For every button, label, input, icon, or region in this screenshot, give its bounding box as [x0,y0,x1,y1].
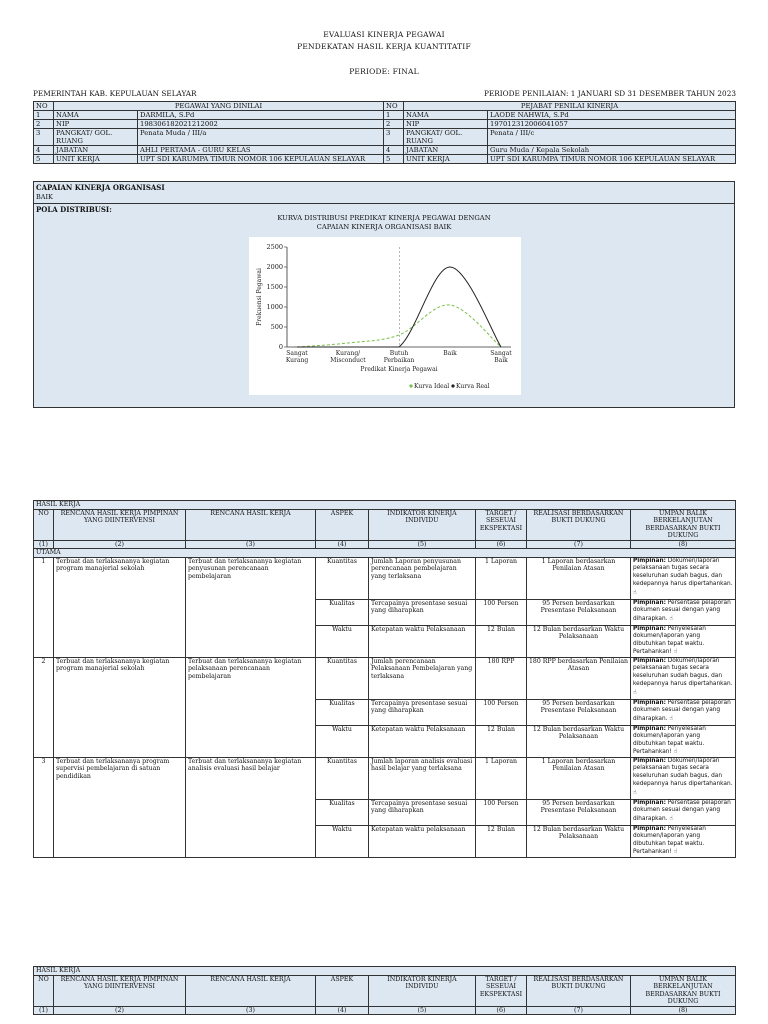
y-tick-label: 1000 [266,303,283,311]
row-no: 4 [34,146,54,155]
target-cell: 100 Persen [476,799,527,825]
target-cell: 1 Laporan [476,557,527,599]
col-number: (6) [476,1006,527,1015]
indikator-cell: Ketepatan waktu pelaksanaan [369,825,476,857]
umpan-text: Penyelesaian dokumen/laporan yang dibutuhkan tepat waktu. Pertahankan! [633,825,706,855]
col-no: NO [34,975,54,1006]
item-pimpinan: Terbuat dan terlaksananya program supervisi pembelajaran di satuan pendidikan [54,757,186,857]
thumbs-up-icon: ☝ [671,748,678,755]
pola-title: POLA DISTRIBUSI: [36,205,112,214]
item-no: 1 [34,557,54,657]
indikator-cell: Ketepatan waktu Pelaksanaan [369,725,476,757]
indikator-cell: Tercapainya presentase sesuai yang diharapkan [369,699,476,725]
aspek-cell: Kualitas [316,799,369,825]
indikator-cell: Jumlah laporan analisis evaluasi hasil belajar yang terlaksana [369,757,476,799]
row-label: NAMA [54,111,138,120]
col-number: (8) [631,1006,736,1015]
col-no: NO [34,509,54,540]
y-tick-label: 2500 [266,243,283,251]
row-label: UNIT KERJA [404,155,488,164]
row-label: UNIT KERJA [54,155,138,164]
assessor-position: Guru Muda / Kepala Sekolah [488,146,736,155]
employee-position: AHLI PERTAMA - GURU KELAS [138,146,384,155]
col-indikator: INDIKATOR KINERJA INDIVIDU [369,975,476,1006]
realisasi-cell: 95 Persen berdasarkan Presentase Pelaksanaan [527,699,631,725]
col-target: TARGET / SESEUAI EKSPEKTASI [476,509,527,540]
umpan-label: Pimpinan: [633,625,666,632]
legend-marker [409,384,412,387]
item-rencana: Terbuat dan terlaksananya kegiatan pelaksanaan perencanaan pembelajaran [186,657,316,757]
employee-name: DARMILA, S.Pd [138,111,384,120]
employee-nip: 198306182021212002 [138,120,384,129]
thumbs-up-icon: ☝ [667,614,674,622]
chart-container [249,237,521,395]
umpan-cell [631,799,736,825]
target-cell: 180 RPP [476,657,527,699]
y-tick-label: 1500 [266,283,283,291]
target-cell: 12 Bulan [476,825,527,857]
umpan-label: Pimpinan: [633,825,666,832]
col-realisasi: REALISASI BERDASARKAN BUKTI DUKUNG [527,509,631,540]
thumbs-up-icon: ☝ [671,848,678,855]
umpan-cell [631,657,736,699]
umpan-label: Pimpinan: [633,557,666,564]
doc-period: PERIODE: FINAL [349,67,419,76]
col-number: (5) [369,1006,476,1015]
col-indikator: INDIKATOR KINERJA INDIVIDU [369,509,476,540]
umpan-label: Pimpinan: [633,725,666,732]
umpan-text: Dokumen/laporan pelaksanaan tugas secara keseluruhan sudah bagus, dan kedepannya harus dipertahankan. [633,557,733,587]
identity-row [34,120,736,129]
x-tick-label: Baik [443,350,457,357]
row-no: 2 [384,120,404,129]
realisasi-cell: 12 Bulan berdasarkan Waktu Pelaksanaan [527,625,631,657]
legend-marker [451,384,454,387]
right-title: PEJABAT PENILAI KINERJA [404,102,736,111]
row-no: 2 [34,120,54,129]
aspek-cell: Kuantitas [316,557,369,599]
item-no: 3 [34,757,54,857]
indikator-cell: Jumlah Laporan penyusunan perencanaan pembelajaran yang terlaksana [369,557,476,599]
realisasi-cell: 12 Bulan berdasarkan Waktu Pelaksanaan [527,725,631,757]
realisasi-cell: 95 Persen berdasarkan Presentase Pelaksanaan [527,799,631,825]
aspek-cell: Waktu [316,825,369,857]
series-line-ideal [297,305,501,347]
col-number: (1) [34,1006,54,1015]
aspek-cell: Kuantitas [316,657,369,699]
umpan-text: Penyelesaian dokumen/laporan yang dibutuhkan tepat waktu. Pertahankan! [633,725,706,755]
identity-table [33,101,736,164]
indikator-cell: Jumlah perencanaan Pelaksanaan Pembelajaran yang terlaksana [369,657,476,699]
table-row [34,757,736,799]
x-tick-label: Sangat Baik [490,350,512,364]
assessment-period: PERIODE PENILAIAN: 1 JANUARI SD 31 DESEMBER TAHUN 2023 [484,89,736,98]
indikator-cell: Tercapainya presentase sesuai yang diharapkan [369,799,476,825]
table-row [34,557,736,599]
thumbs-up-icon: ☝ [633,688,637,696]
thumbs-up-icon: ☝ [633,588,637,596]
item-pimpinan: Terbuat dan terlaksananya kegiatan program manajerial sekolah [54,657,186,757]
y-tick-label: 500 [270,323,283,331]
col-realisasi: REALISASI BERDASARKAN BUKTI DUKUNG [527,975,631,1006]
umpan-label: Pimpinan: [633,757,666,764]
umpan-cell [631,557,736,599]
realisasi-cell: 1 Laporan berdasarkan Penilaian Atasan [527,557,631,599]
assessor-nip: 197012312006041057 [488,120,736,129]
umpan-cell [631,825,736,857]
aspek-cell: Kuantitas [316,757,369,799]
aspek-cell: Kualitas [316,699,369,725]
col-number: (2) [54,1006,186,1015]
umpan-text: Persentase pelaporan dokumen sesuai dengan yang diharapkan. [633,799,731,822]
col-aspek: ASPEK [316,509,369,540]
umpan-text: Dokumen/laporan pelaksanaan tugas secara keseluruhan sudah bagus, dan kedepannya harus dipertahankan. [633,657,733,687]
indikator-cell: Tercapainya presentase sesuai yang diharapkan [369,599,476,625]
row-no: 1 [34,111,54,120]
x-axis-label: Predikat Kinerja Pegawai [360,366,438,373]
employee-unit: UPT SDI KARUMPA TIMUR NOMOR 106 KEPULAUAN SELAYAR [138,155,384,164]
assessor-unit: UPT SDI KARUMPA TIMUR NOMOR 106 KEPULAUAN SELAYAR [488,155,736,164]
row-label: NIP [404,120,488,129]
umpan-cell [631,699,736,725]
umpan-cell [631,725,736,757]
y-tick-label: 0 [278,343,283,351]
item-no: 2 [34,657,54,757]
item-rencana: Terbuat dan terlaksananya kegiatan penyusunan perencanaan pembelajaran [186,557,316,657]
col-number: (1) [34,540,54,549]
col-number: (4) [316,1006,369,1015]
government-label: PEMERINTAH KAB. KEPULAUAN SELAYAR [33,89,197,98]
doc-subtitle: PENDEKATAN HASIL KERJA KUANTITATIF [297,42,471,51]
col-number: (7) [527,540,631,549]
realisasi-cell: 1 Laporan berdasarkan Penilaian Atasan [527,757,631,799]
section-title: HASIL KERJA [34,967,736,976]
realisasi-cell: 12 Bulan berdasarkan Waktu Pelaksanaan [527,825,631,857]
row-label: JABATAN [54,146,138,155]
target-cell: 12 Bulan [476,725,527,757]
y-axis-label: Frekuensi Pegawai [256,268,263,326]
col-pimpinan: RENCANA HASIL KERJA PIMPINAN YANG DIINTERVENSI [54,509,186,540]
col-rencana: RENCANA HASIL KERJA [186,509,316,540]
row-label: NIP [54,120,138,129]
aspek-cell: Waktu [316,625,369,657]
col-umpan: UMPAN BALIK BERKELANJUTAN BERDASARKAN BUKTI DUKUNG [631,509,736,540]
identity-row [34,111,736,120]
aspek-cell: Kualitas [316,599,369,625]
hasil-kerja-table-repeat [33,966,736,1015]
row-label: PANGKAT/ GOL. RUANG [54,129,138,146]
x-tick-label: Butuh Perbaikan [383,350,415,364]
y-tick-label: 2000 [266,263,283,271]
umpan-text: Dokumen/laporan pelaksanaan tugas secara keseluruhan sudah bagus, dan kedepannya harus dipertahankan. [633,757,733,787]
identity-row [34,155,736,164]
col-number: (5) [369,540,476,549]
umpan-label: Pimpinan: [633,699,666,706]
capaian-title: CAPAIAN KINERJA ORGANISASI [36,183,165,192]
col-rencana: RENCANA HASIL KERJA [186,975,316,1006]
row-no: 3 [34,129,54,146]
col-target: TARGET / SESEUAI EKSPEKTASI [476,975,527,1006]
col-number: (2) [54,540,186,549]
doc-title: EVALUASI KINERJA PEGAWAI [323,30,445,39]
col-number: (4) [316,540,369,549]
row-no: 3 [384,129,404,146]
thumbs-up-icon: ☝ [667,814,674,822]
umpan-label: Pimpinan: [633,599,666,606]
col-number: (8) [631,540,736,549]
distribution-chart [249,237,521,395]
identity-row [34,129,736,146]
assessor-rank: Penata / III/c [488,129,736,146]
umpan-label: Pimpinan: [633,799,666,806]
item-pimpinan: Terbuat dan terlaksananya kegiatan program manajerial sekolah [54,557,186,657]
chart-title: KURVA DISTRIBUSI PREDIKAT KINERJA PEGAWAI DENGAN CAPAIAN KINERJA ORGANISASI BAIK [277,214,491,231]
umpan-text: Penyelesaian dokumen/laporan yang dibutuhkan tepat waktu. Pertahankan! [633,625,706,655]
identity-row [34,146,736,155]
legend-label: Kurva Ideal [414,383,450,390]
row-no: 5 [34,155,54,164]
target-cell: 1 Laporan [476,757,527,799]
x-tick-label: Sangat Kurang [285,350,309,364]
col-number: (6) [476,540,527,549]
table-row [34,657,736,699]
thumbs-up-icon: ☝ [671,648,678,655]
col-pimpinan: RENCANA HASIL KERJA PIMPINAN YANG DIINTERVENSI [54,975,186,1006]
aspek-cell: Waktu [316,725,369,757]
col-number: (3) [186,1006,316,1015]
assessor-name: LAODE NAHWIA, S.Pd [488,111,736,120]
realisasi-cell: 180 RPP berdasarkan Penilaian Atasan [527,657,631,699]
row-label: NAMA [404,111,488,120]
section-title: HASIL KERJA [34,501,736,510]
row-no: 1 [384,111,404,120]
col-no: NO [384,102,404,111]
x-tick-label: Kurang/ Misconduct [330,350,366,364]
hasil-kerja-body [34,557,736,857]
employee-rank: Penata Muda / III/a [138,129,384,146]
col-number: (7) [527,1006,631,1015]
umpan-text: Persentase pelaporan dokumen sesuai dengan yang diharapkan. [633,599,731,622]
target-cell: 12 Bulan [476,625,527,657]
target-cell: 100 Persen [476,699,527,725]
capaian-value: BAIK [36,193,53,201]
umpan-label: Pimpinan: [633,657,666,664]
umpan-cell [631,599,736,625]
row-label: PANGKAT/ GOL. RUANG [404,129,488,146]
col-number: (3) [186,540,316,549]
col-umpan: UMPAN BALIK BERKELANJUTAN BERDASARKAN BUKTI DUKUNG [631,975,736,1006]
row-no: 4 [384,146,404,155]
target-cell: 100 Persen [476,599,527,625]
distribution-panel [33,203,735,408]
legend-label: Kurva Real [456,383,490,390]
utama-label: UTAMA [34,549,736,558]
row-no: 5 [384,155,404,164]
col-aspek: ASPEK [316,975,369,1006]
indikator-cell: Ketepatan waktu Pelaksanaan [369,625,476,657]
thumbs-up-icon: ☝ [667,714,674,722]
thumbs-up-icon: ☝ [633,788,637,796]
left-title: PEGAWAI YANG DINILAI [54,102,384,111]
row-label: JABATAN [404,146,488,155]
hasil-kerja-table [33,500,736,858]
umpan-text: Persentase pelaporan dokumen sesuai dengan yang diharapkan. [633,699,731,722]
umpan-cell [631,625,736,657]
item-rencana: Terbuat dan terlaksananya kegiatan analisis evaluasi hasil belajar [186,757,316,857]
realisasi-cell: 95 Persen berdasarkan Presentase Pelaksanaan [527,599,631,625]
col-no: NO [34,102,54,111]
capaian-panel [33,181,735,205]
umpan-cell [631,757,736,799]
